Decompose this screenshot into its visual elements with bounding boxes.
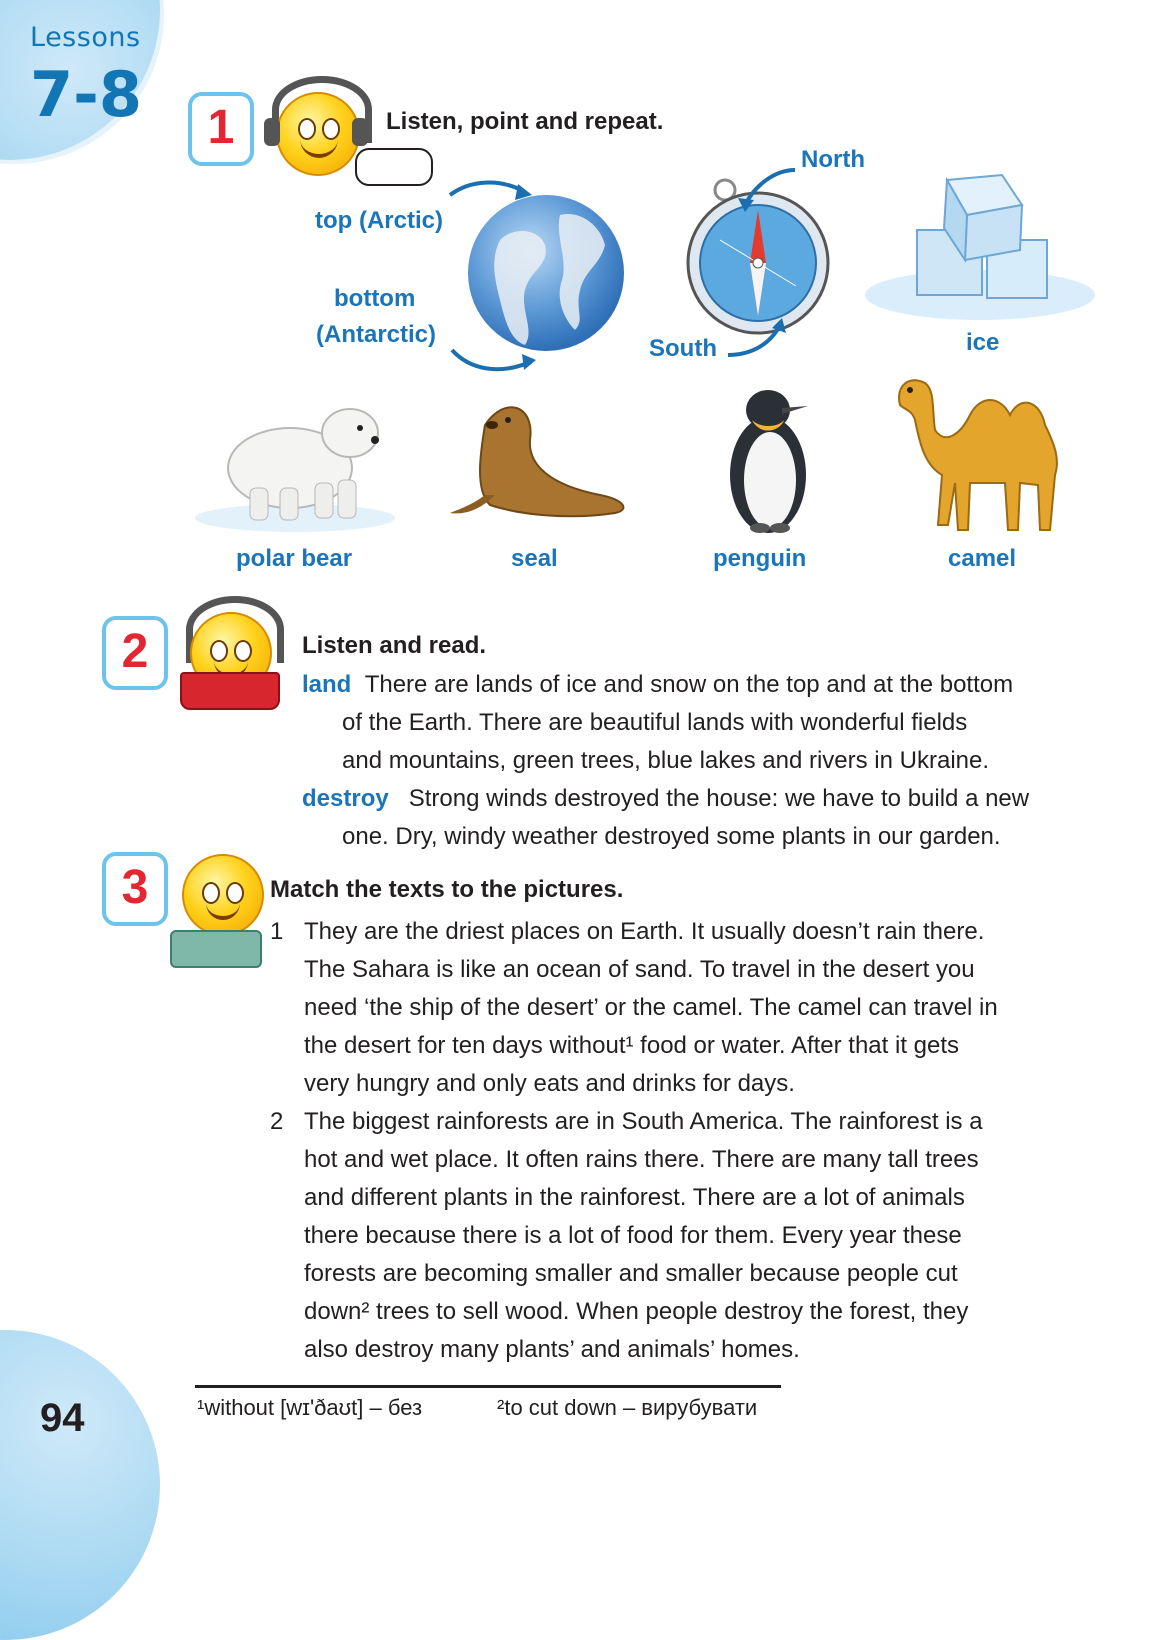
text-line: hot and wet place. It often rains there. There are many tall trees (304, 1146, 979, 1173)
ice-cubes-illustration (862, 160, 1102, 330)
label-south: South (649, 335, 717, 362)
exercise-1-instruction: Listen, point and repeat. (386, 108, 664, 135)
text-2 (270, 1103, 1090, 1369)
reading-smiley-icon (176, 596, 286, 716)
text-line: The Sahara is like an ocean of sand. To travel in the desert you (304, 956, 975, 983)
page-number-badge (0, 1330, 160, 1640)
entry-land (302, 666, 1092, 856)
text-1 (270, 913, 1090, 1103)
label-antarctic: (Antarctic) (316, 321, 437, 348)
entry-line: of the Earth. There are beautiful lands with wonderful fields (342, 709, 968, 736)
text-line: and different plants in the rainforest. There are a lot of animals (304, 1184, 965, 1211)
exercise-2-instruction: Listen and read. (302, 632, 487, 659)
exercise-3-instruction: Match the texts to the pictures. (270, 876, 624, 903)
footnote-divider (195, 1385, 781, 1388)
entry-line: and mountains, green trees, blue lakes and rivers in Ukraine. (342, 747, 990, 774)
exercise-1-number: 1 (188, 92, 254, 166)
keyword-destroy: destroy (302, 785, 389, 812)
keyword-land: land (302, 671, 352, 698)
text-line: very hungry and only eats and drinks for days. (304, 1070, 795, 1097)
label-penguin: penguin (713, 545, 807, 572)
penguin-illustration (690, 380, 850, 540)
text-line: there because there is a lot of food for them. Every year these (304, 1222, 962, 1249)
text-line: They are the driest places on Earth. It usually doesn’t rain there. (304, 918, 985, 945)
entry-line: one. Dry, windy weather destroyed some plants in our garden. (342, 823, 1001, 850)
entry-line: Strong winds destroyed the house: we have to build a new (408, 785, 1030, 812)
label-top-arctic: top (Arctic) (315, 207, 443, 234)
camel-illustration (870, 365, 1080, 540)
footnote-2: ²to cut down – вирубувати (497, 1395, 758, 1420)
lesson-number: 7-8 (30, 58, 143, 131)
text-line: the desert for ten days without¹ food or water. After that it gets (304, 1032, 960, 1059)
page-number: 94 (40, 1396, 85, 1440)
exercise-3-number: 3 (102, 852, 168, 926)
text-line: need ‘the ship of the desert’ or the camel. The camel can travel in (304, 994, 998, 1021)
label-bottom: bottom (334, 285, 416, 312)
label-ice: ice (966, 329, 1000, 356)
entry-line: There are lands of ice and snow on the top and at the bottom (364, 671, 1014, 698)
polar-bear-illustration (190, 388, 400, 538)
text-line: forests are becoming smaller and smaller because people cut (304, 1260, 958, 1287)
compass-illustration (680, 160, 880, 360)
seal-illustration (430, 395, 640, 535)
text-line: also destroy many plants’ and animals’ homes. (304, 1336, 800, 1363)
label-north: North (801, 146, 865, 173)
label-camel: camel (948, 545, 1017, 572)
lesson-label: Lessons (30, 22, 141, 53)
label-seal: seal (511, 545, 558, 572)
text-number: 1 (270, 918, 284, 945)
footnote-1: ¹without [wɪ'ðaʊt] – без (197, 1395, 423, 1420)
text-line: The biggest rainforests are in South America. The rainforest is a (304, 1108, 983, 1135)
exercise-2-number: 2 (102, 616, 168, 690)
text-number: 2 (270, 1108, 284, 1135)
puzzle-smiley-icon (168, 850, 268, 970)
text-line: down² trees to sell wood. When people destroy the forest, they (304, 1298, 969, 1325)
label-polar-bear: polar bear (236, 545, 353, 572)
